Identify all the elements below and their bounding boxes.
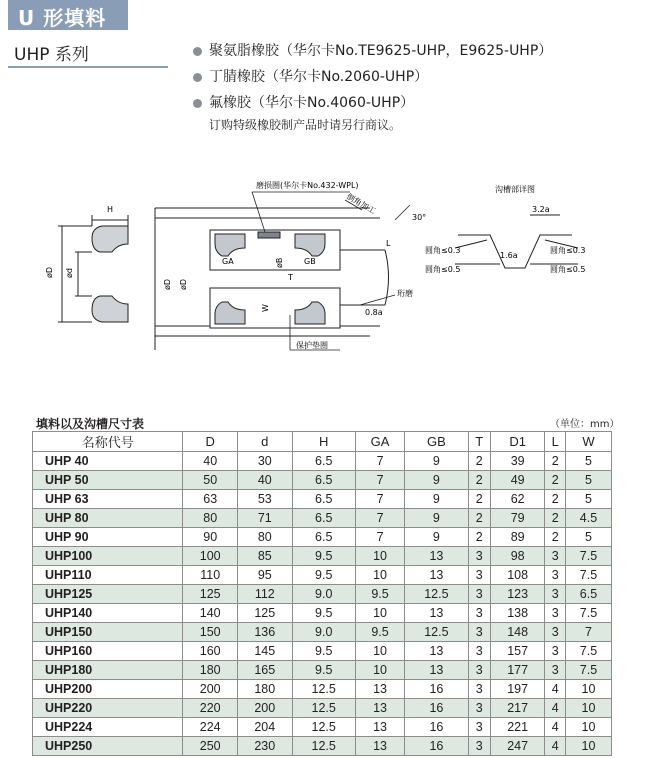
table-cell: 2	[545, 452, 566, 471]
dim-d-outer-label: øD	[45, 266, 54, 278]
table-cell: 13	[405, 547, 468, 566]
table-cell-code: UHP 63	[33, 490, 183, 509]
table-row	[33, 452, 612, 471]
table-cell: 138	[490, 604, 545, 623]
table-cell: 125	[238, 604, 293, 623]
table-cell: 13	[405, 604, 468, 623]
table-cell: 4	[545, 699, 566, 718]
table-caption: 填料以及沟槽尺寸表	[36, 417, 145, 431]
table-cell: 200	[238, 699, 293, 718]
table-cell: 49	[490, 471, 545, 490]
table-cell: 4	[545, 718, 566, 737]
table-cell: 30	[238, 452, 293, 471]
table-cell: 6.5	[566, 585, 612, 604]
table-cell: 10	[566, 699, 612, 718]
table-cell: 177	[490, 661, 545, 680]
table-cell: 3	[545, 623, 566, 642]
table-row	[33, 680, 612, 699]
table-row	[33, 547, 612, 566]
table-cell: 39	[490, 452, 545, 471]
backup-ring-label: 保护垫圈	[296, 341, 328, 350]
table-cell: 12.5	[405, 585, 468, 604]
table-row	[33, 528, 612, 547]
dim-d1-label: øD	[179, 278, 188, 290]
col-header: GB	[405, 432, 468, 452]
table-cell: 165	[238, 661, 293, 680]
table-cell: 9.0	[292, 585, 355, 604]
roughness-bottom-label: 0.8a	[365, 308, 383, 317]
table-cell: 50	[183, 471, 238, 490]
table-cell: 10	[355, 661, 404, 680]
table-cell: 100	[183, 547, 238, 566]
table-cell: 5	[566, 471, 612, 490]
groove-detail-title: 沟槽部详图	[495, 185, 535, 194]
table-cell: 2	[545, 490, 566, 509]
table-cell: 12.5	[292, 737, 355, 756]
material-item: 丁腈橡胶（华尔卡No.2060-UHP）	[193, 64, 552, 90]
fillet-right-05-label: 圆角≤0.5	[550, 265, 586, 274]
table-row	[33, 699, 612, 718]
table-cell: 53	[238, 490, 293, 509]
dim-w-label: W	[261, 304, 270, 312]
dim-l-label: L	[386, 239, 391, 248]
table-cell: 3	[468, 585, 490, 604]
col-header: W	[566, 432, 612, 452]
table-cell-code: UHP200	[33, 680, 183, 699]
bullet-icon	[193, 47, 202, 56]
col-header: D1	[490, 432, 545, 452]
table-cell-code: UHP160	[33, 642, 183, 661]
order-note: 订购特级橡胶制产品时请另行商议。	[209, 118, 402, 132]
table-cell: 3	[545, 566, 566, 585]
col-header: GA	[355, 432, 404, 452]
table-cell: 16	[405, 699, 468, 718]
dim-ga-label: GA	[222, 257, 234, 266]
table-row	[33, 661, 612, 680]
table-cell: 98	[490, 547, 545, 566]
seal-diagram	[0, 160, 650, 410]
table-cell: 9.5	[292, 661, 355, 680]
table-cell: 10	[566, 737, 612, 756]
table-cell: 3	[468, 604, 490, 623]
table-cell: 7	[566, 623, 612, 642]
table-cell: 4	[545, 737, 566, 756]
table-cell: 13	[355, 699, 404, 718]
table-cell: 7.5	[566, 547, 612, 566]
table-cell: 7.5	[566, 566, 612, 585]
table-cell: 221	[490, 718, 545, 737]
table-cell: 13	[355, 718, 404, 737]
page-subtitle: UHP 系列	[14, 45, 89, 65]
table-cell: 160	[183, 642, 238, 661]
fillet-right-03-label: 圆角≤0.3	[550, 246, 586, 255]
table-cell: 3	[468, 547, 490, 566]
table-cell: 13	[405, 642, 468, 661]
table-cell: 9	[405, 452, 468, 471]
table-cell: 95	[238, 566, 293, 585]
table-cell: 90	[183, 528, 238, 547]
table-cell: 2	[468, 509, 490, 528]
angle-label: 30°	[412, 213, 427, 222]
table-cell: 180	[238, 680, 293, 699]
table-cell: 9.5	[292, 566, 355, 585]
table-cell: 13	[405, 661, 468, 680]
table-cell: 2	[468, 528, 490, 547]
col-header: d	[238, 432, 293, 452]
polish-label: 珩磨	[397, 289, 413, 298]
wear-ring-label: 磨损圈(华尔卡No.432-WPL)	[256, 181, 359, 190]
table-cell: 7	[355, 490, 404, 509]
table-cell: 3	[468, 623, 490, 642]
dim-gb-label: GB	[304, 257, 316, 266]
table-cell: 10	[355, 566, 404, 585]
table-cell: 40	[238, 471, 293, 490]
dim-d-inner-label: ød	[65, 268, 74, 278]
table-cell: 16	[405, 680, 468, 699]
table-cell-code: UHP250	[33, 737, 183, 756]
table-cell: 9	[405, 471, 468, 490]
table-cell: 4	[545, 680, 566, 699]
table-cell: 85	[238, 547, 293, 566]
table-row	[33, 509, 612, 528]
table-cell: 9.5	[292, 604, 355, 623]
table-unit: （单位：mm）	[550, 419, 620, 430]
table-cell: 7.5	[566, 661, 612, 680]
table-cell: 2	[545, 528, 566, 547]
table-cell: 6.5	[292, 528, 355, 547]
table-cell: 62	[490, 490, 545, 509]
table-cell: 10	[355, 604, 404, 623]
table-cell: 5	[566, 528, 612, 547]
table-cell: 13	[355, 680, 404, 699]
table-row	[33, 718, 612, 737]
table-cell: 2	[468, 452, 490, 471]
table-cell: 9	[405, 509, 468, 528]
table-cell: 230	[238, 737, 293, 756]
table-cell-code: UHP110	[33, 566, 183, 585]
material-list	[193, 38, 552, 138]
table-cell: 7	[355, 471, 404, 490]
table-cell-code: UHP100	[33, 547, 183, 566]
table-cell: 157	[490, 642, 545, 661]
table-cell-code: UHP140	[33, 604, 183, 623]
table-cell: 200	[183, 680, 238, 699]
table-cell: 108	[490, 566, 545, 585]
table-cell: 80	[183, 509, 238, 528]
table-cell: 3	[468, 718, 490, 737]
table-cell: 7	[355, 509, 404, 528]
table-cell: 12.5	[405, 623, 468, 642]
table-cell: 136	[238, 623, 293, 642]
table-cell: 140	[183, 604, 238, 623]
table-cell: 2	[545, 471, 566, 490]
table-cell: 89	[490, 528, 545, 547]
table-row	[33, 623, 612, 642]
col-header: D	[183, 432, 238, 452]
table-cell-code: UHP 80	[33, 509, 183, 528]
table-cell: 4.5	[566, 509, 612, 528]
dim-t-label: T	[288, 273, 293, 282]
table-cell: 123	[490, 585, 545, 604]
table-cell-code: UHP 50	[33, 471, 183, 490]
table-cell: 9.5	[292, 547, 355, 566]
table-cell: 6.5	[292, 471, 355, 490]
table-cell: 7.5	[566, 604, 612, 623]
table-cell: 7.5	[566, 642, 612, 661]
table-cell: 10	[355, 642, 404, 661]
table-cell: 110	[183, 566, 238, 585]
table-cell: 3	[468, 642, 490, 661]
table-cell-code: UHP 90	[33, 528, 183, 547]
cylinder-housing	[155, 208, 389, 350]
table-cell: 180	[183, 661, 238, 680]
table-cell: 9.5	[292, 642, 355, 661]
table-cell: 125	[183, 585, 238, 604]
table-cell: 12.5	[292, 680, 355, 699]
table-cell: 3	[468, 699, 490, 718]
col-header: T	[468, 432, 490, 452]
table-row	[33, 585, 612, 604]
table-cell: 16	[405, 737, 468, 756]
table-cell: 145	[238, 642, 293, 661]
col-header: 名称代号	[33, 432, 183, 452]
table-cell: 7	[355, 452, 404, 471]
table-cell: 9.5	[355, 585, 404, 604]
table-row	[33, 566, 612, 585]
table-cell: 16	[405, 718, 468, 737]
bullet-icon	[193, 73, 202, 82]
table-cell-code: UHP220	[33, 699, 183, 718]
table-row	[33, 604, 612, 623]
col-header: L	[545, 432, 566, 452]
table-cell: 13	[355, 737, 404, 756]
table-cell: 5	[566, 452, 612, 471]
table-cell: 112	[238, 585, 293, 604]
fillet-left-05-label: 圆角≤0.5	[425, 265, 461, 274]
table-cell: 3	[545, 642, 566, 661]
table-cell: 10	[566, 680, 612, 699]
table-row	[33, 471, 612, 490]
table-cell: 13	[405, 566, 468, 585]
table-row	[33, 490, 612, 509]
table-cell: 12.5	[292, 718, 355, 737]
table-cell: 6.5	[292, 509, 355, 528]
dim-d-housing-label: øD	[163, 278, 172, 290]
dim-b-label: øB	[275, 257, 284, 268]
table-cell: 150	[183, 623, 238, 642]
table-cell: 3	[468, 737, 490, 756]
table-row	[33, 642, 612, 661]
table-cell: 6.5	[292, 490, 355, 509]
table-cell: 5	[566, 490, 612, 509]
table-cell-code: UHP224	[33, 718, 183, 737]
table-cell: 197	[490, 680, 545, 699]
page-title: U 形填料	[18, 6, 107, 30]
table-cell: 71	[238, 509, 293, 528]
table-cell: 250	[183, 737, 238, 756]
groove-detail	[455, 215, 578, 268]
roughness-mid-label: 1.6a	[500, 251, 518, 260]
col-header: H	[292, 432, 355, 452]
table-cell: 10	[566, 718, 612, 737]
table-cell: 3	[545, 547, 566, 566]
table-cell: 220	[183, 699, 238, 718]
table-body	[33, 452, 612, 756]
roughness-top-label: 3.2a	[532, 205, 550, 214]
table-cell: 3	[468, 566, 490, 585]
table-cell: 9.5	[355, 623, 404, 642]
table-cell: 2	[468, 471, 490, 490]
table-cell: 247	[490, 737, 545, 756]
table-cell: 3	[468, 680, 490, 699]
table-cell: 9	[405, 528, 468, 547]
table-cell: 12.5	[292, 699, 355, 718]
fillet-left-03-label: 圆角≤0.3	[425, 246, 461, 255]
dimension-table	[32, 431, 612, 756]
dim-h-label: H	[107, 205, 114, 214]
table-cell: 7	[355, 528, 404, 547]
table-cell: 40	[183, 452, 238, 471]
table-cell-code: UHP180	[33, 661, 183, 680]
table-cell: 3	[545, 585, 566, 604]
bullet-icon	[193, 99, 202, 108]
material-item: 氟橡胶（华尔卡No.4060-UHP）	[193, 90, 552, 116]
table-cell: 3	[545, 661, 566, 680]
chamfer-label: 倒角加工	[345, 191, 378, 216]
table-cell: 10	[355, 547, 404, 566]
table-cell: 2	[468, 490, 490, 509]
table-cell-code: UHP 40	[33, 452, 183, 471]
header-rule	[8, 66, 168, 68]
table-cell: 6.5	[292, 452, 355, 471]
table-cell: 3	[468, 661, 490, 680]
table-cell: 9.0	[292, 623, 355, 642]
table-row	[33, 737, 612, 756]
table-cell-code: UHP125	[33, 585, 183, 604]
table-cell: 9	[405, 490, 468, 509]
table-cell: 204	[238, 718, 293, 737]
table-cell: 148	[490, 623, 545, 642]
table-cell: 79	[490, 509, 545, 528]
table-cell: 80	[238, 528, 293, 547]
table-cell: 3	[545, 604, 566, 623]
table-cell-code: UHP150	[33, 623, 183, 642]
table-cell: 217	[490, 699, 545, 718]
table-cell: 63	[183, 490, 238, 509]
table-cell: 224	[183, 718, 238, 737]
table-header-row	[33, 432, 612, 452]
table-cell: 2	[545, 509, 566, 528]
material-item: 聚氨脂橡胶（华尔卡No.TE9625-UHP，E9625-UHP）	[193, 38, 552, 64]
